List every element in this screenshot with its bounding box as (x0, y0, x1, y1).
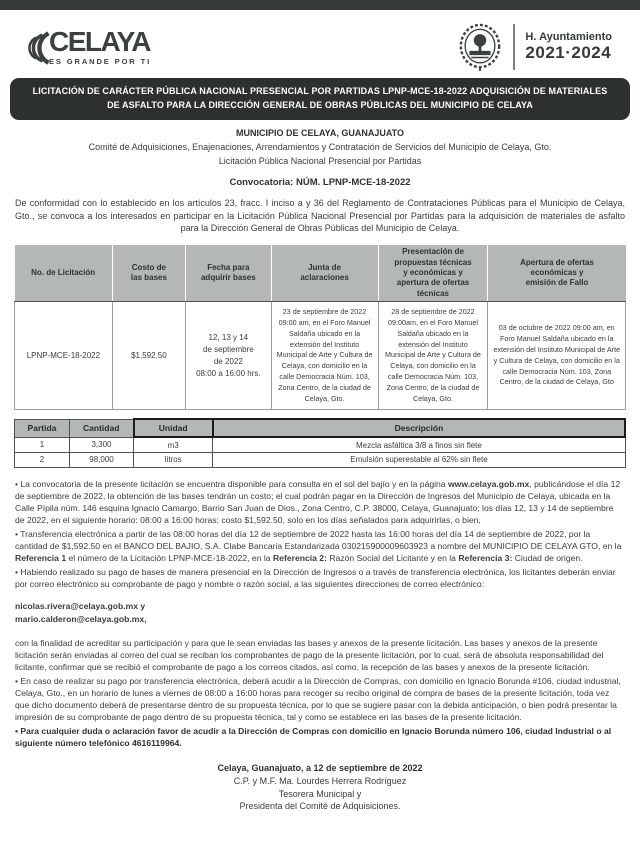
cell-unidad: m3 (134, 437, 213, 452)
celaya-logo (26, 28, 151, 66)
footer-signer-title-1: Tesorera Municipal y (278, 788, 362, 799)
cell-descripcion: Emulsión superestable al 62% sin flete (213, 452, 625, 467)
column-header-unidad: Unidad (134, 419, 213, 437)
column-header-descripcion: Descripción (213, 419, 625, 437)
logo-wordmark: CELAYA (49, 26, 150, 57)
ayuntamiento-label: H. Ayuntamiento (525, 31, 612, 44)
title-banner: LICITACIÓN DE CARÁCTER PÚBLICA NACIONAL PRESENCIAL POR PARTIDAS LPNP-MCE-18-2022 ADQUISICIÓN DE MATERIALES DE ASFALTO PARA LA DIRECCIÓN GENERAL DE OBRAS PÚBLICAS DEL MUNICIPIO DE CELAYA (10, 78, 630, 120)
cell-presentacion: 28 de septiembre de 2022 09:00am, en el Foro Manuel Saldaña ubicado en la extensión del Instituto Municipal de Arte y Cultura de Celaya, con domicilio en la calle Democracia Núm. 103, Zona Centro, de la ciudad de Celaya, Gto. (378, 302, 488, 410)
note-paragraph-transferencia: • Transferencia electrónica a partir de las 08:00 horas del día 12 de septiembre de 2022 hasta las 16:00 horas del día 14 de septiembre de 2022, por la cantidad de $1,592.50 en el BANCO DEL BAJIO, S.A. Clabe Bancaria Estandarizada 030215900009603923 a nombre del MUNICIPIO DE CELAYA GTO, en la Referencia 1 el número de la Licitación LPNP-MCE-18-2022, en la Referencia 2: Razón Social del Licitante y en la Referencia 3: Ciudad de origen. (15, 528, 622, 563)
government-block (457, 22, 612, 72)
item-row (15, 437, 626, 452)
items-table (14, 418, 626, 468)
logo-tagline: ES GRANDE POR TI (49, 57, 152, 66)
cell-licitacion-number: LPNP-MCE-18-2022 (15, 302, 113, 410)
municipality-title: MUNICIPIO DE CELAYA, GUANAJUATO (235, 127, 405, 138)
footer-signer-name: C.P. y M.F. Ma. Lourdes Herrera Rodríguez (233, 775, 407, 786)
cell-partida: 1 (15, 437, 70, 452)
cell-junta: 23 de septiembre de 2022 09:00 am, en el Foro Manuel Saldaña ubicado en la extensión del Instituto Municipal de Arte y Cultura de Celaya, con domicilio en la calle Democracia Núm. 103, Zona Centro, de la ciudad de Celaya, Gto. (271, 302, 378, 410)
cell-unidad: litros (134, 452, 213, 467)
column-header-presentacion: Presentación de propuestas técnicas y económicas y apertura de ofertas técnicas (378, 245, 488, 301)
intro-paragraph: De conformidad con lo establecido en los artículos 23, fracc. I inciso a y 36 del Reglamento de Contrataciones Públicas para el Municipio de Celaya, Gto., se convoca a los interesados en participar en la Licitación Pública Nacional Presencial por Partidas para la adquisición de materiales de asfalto para la Dirección General de Obras Públicas del Municipio de Celaya. (15, 197, 625, 234)
bid-table-header-row (15, 245, 626, 301)
cell-fecha: 12, 13 y 14 de septiembre de 2022 08:00 a 16:00 hrs. (186, 302, 272, 410)
notes-section (15, 478, 625, 749)
cell-cantidad: 3,300 (69, 437, 133, 452)
cell-descripcion: Mezcla asfáltica 3/8 a finos sin flete (213, 437, 625, 452)
column-header-junta: Junta de aclaraciones (271, 245, 378, 301)
bid-table-row (15, 302, 626, 410)
celaya-coat-of-arms-icon (457, 22, 503, 72)
contact-emails: nicolas.rivera@celaya.gob.mx y mario.calderon@celaya.gob.mx, (15, 601, 147, 625)
procedure-line: Licitación Pública Nacional Presencial por Partidas (218, 155, 422, 166)
footer-signer-title-2: Presidenta del Comité de Adquisiciones. (239, 801, 401, 812)
item-row (15, 452, 626, 467)
ayuntamiento-period: 2021·2024 (525, 43, 612, 63)
column-header-apertura: Apertura de ofertas económicas y emisión de Fallo (488, 245, 626, 301)
cell-costo: $1,592.50 (112, 302, 185, 410)
note-paragraph-recoger-recibo: • En caso de realizar su pago por transferencia electrónica, deberá acudir a la Dirección de Compras, con domicilio en Ignacio Borunda #106, ciudad industrial, Celaya, Gto., en un horario de lunes a viernes de 08:00 a 16:00 horas para recoger su recibo original de compra de bases de la presente licitación, toda vez que dicho documento deberá de presentarse dentro de su propuesta técnica, por lo que se sugiere pasar con la debida anticipación, o bien podrá presentar la impresión de su comprobante de pago dentro de su propuesta técnica, tal y como se establece en las bases de la presente licitación. (15, 675, 621, 722)
note-paragraph-convocatoria: • La convocatoria de la presente licitación se encuentra disponible para consulta en el sol del bajío y en la página www.celaya.gob.mx, publicándose el día 12 de septiembre de 2022, la obtención de las bases tendrán un costo; el cual podrán pagar en la Dirección de Ingresos del Municipio de Celaya, ubicada en la Calle Pípila núm. 146 esquina Ignacio Camargo, Barrio San Juan de Dios., Zona Centro, C.P. 38000, Celaya, Guanajuato; los días 12, 13 y 14 de septiembre de 2022, en el siguiente horario: 08:00 a 16:00 horas; costo $1,592.50, solo en los días señalados para adquirirlas, o bien, (15, 478, 621, 525)
column-header-fecha: Fecha para adquirir bases (186, 245, 272, 301)
cell-cantidad: 98,000 (69, 452, 133, 467)
top-bar (0, 0, 640, 10)
note-paragraph-finalidad: con la finalidad de acreditar su participación y para que le sean enviadas las bases y anexos de la presente licitación. Las bases y anexos de la presente licitación serán enviadas al correo del cual se reciban los comprobantes de pago de la presente licitación, por lo cual, será de absoluta responsabilidad del licitante, confirmar que se recibió el comprobante de pago a los correos citados, así como, la recepción de las bases y anexos de la presente licitación. (15, 637, 604, 672)
column-header-partida: Partida (15, 419, 70, 437)
column-header-cantidad: Cantidad (69, 419, 133, 437)
signature-block (0, 762, 640, 813)
header-divider (513, 24, 515, 70)
column-header-costo: Costo de las bases (112, 245, 185, 301)
column-header-no-licitacion: No. de Licitación (15, 245, 113, 301)
items-table-header-row (15, 419, 626, 437)
org-heading-block (0, 128, 640, 188)
footer-date-line: Celaya, Guanajuato, a 12 de septiembre de 2022 (217, 762, 423, 773)
cell-apertura: 03 de octubre de 2022 09:00 am, en Foro Manuel Saldaña ubicado en la extensión del Instituto Municipal de Arte y Cultura de Celaya, con domicilio en la calle Democracia Núm. 103, Zona Centro, de la ciudad de Celaya, Gto (488, 302, 626, 410)
bid-schedule-table (14, 245, 626, 410)
document-header (0, 10, 640, 74)
convocatoria-number: Convocatoria: NÚM. LPNP-MCE-18-2022 (229, 176, 411, 188)
committee-line: Comité de Adquisiciones, Enajenaciones, Arrendamientos y Contratación de Servicios del Municipio de Celaya, Gto. (88, 141, 552, 152)
note-paragraph-dudas: • Para cualquier duda o aclaración favor de acudir a la Dirección de Compras con domicilio en Ignacio Borunda número 106, ciudad Industrial o al siguiente número telefónico 4616119964. (15, 725, 612, 748)
cell-partida: 2 (15, 452, 70, 467)
note-paragraph-pago-bases: • Habiendo realizado su pago de bases de manera presencial en la Dirección de Ingresos o a través de transferencia electrónica, los licitantes deberán enviar por correo electrónico su comprobante de pago y nombre o razón social, a las siguientes direcciones de correo electrónico: (15, 567, 616, 590)
